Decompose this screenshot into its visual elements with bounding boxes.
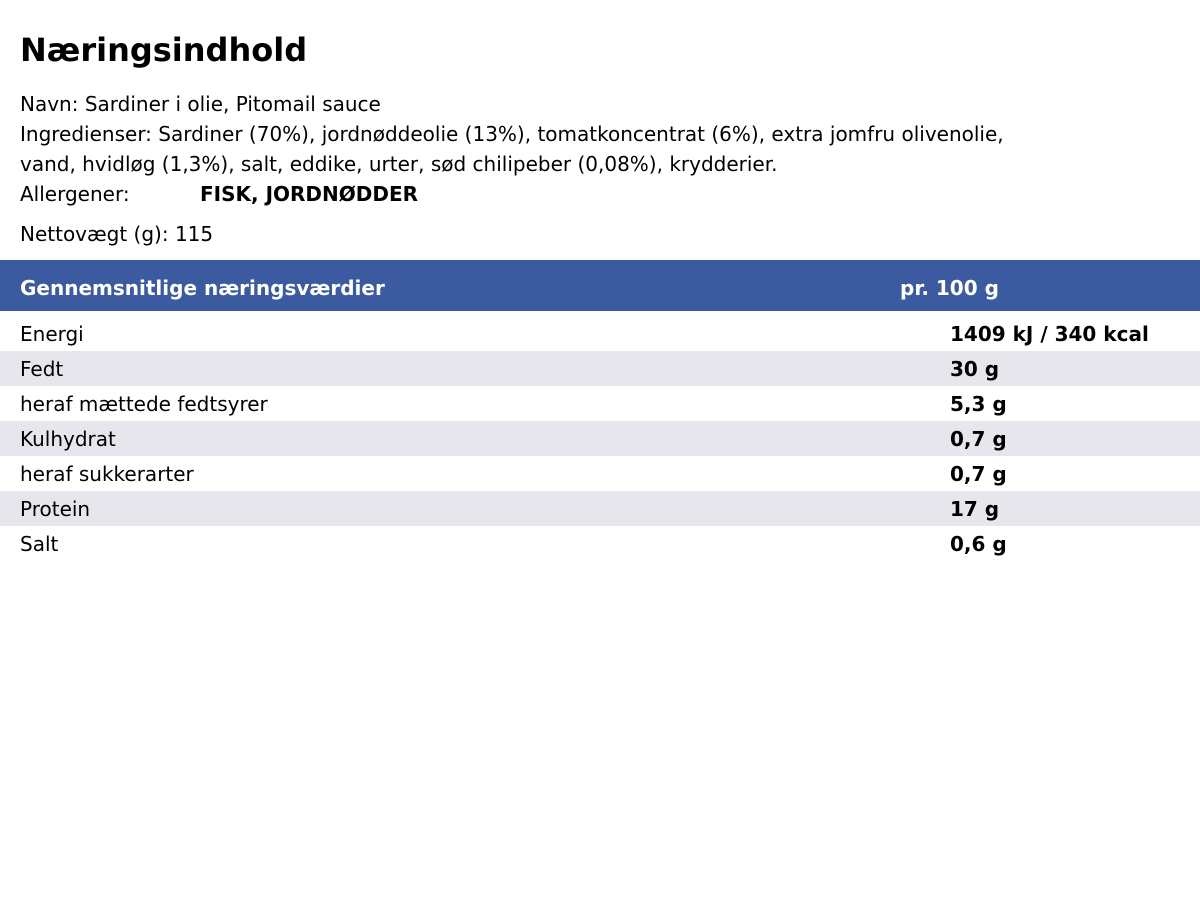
nutrient-name: Fedt (20, 357, 64, 381)
nutrient-value: 0,6 g (950, 532, 1007, 556)
allergens-row (20, 179, 1185, 209)
nutrient-name: Kulhydrat (20, 427, 116, 451)
nutrient-name: Energi (20, 322, 84, 346)
nutrient-name: heraf sukkerarter (20, 462, 194, 486)
product-info (20, 89, 1185, 209)
nutrient-name: Salt (20, 532, 59, 556)
nutrient-value: 1409 kJ / 340 kcal (950, 322, 1149, 346)
table-row-energy (0, 316, 1200, 351)
nutrient-name: Protein (20, 497, 91, 521)
ingredients-line-2: vand, hvidløg (1,3%), salt, eddike, urter, sød chilipeber (0,08%), krydderier. (20, 152, 778, 176)
ingredients-line-1: Ingredienser: Sardiner (70%), jordnøddeolie (13%), tomatkoncentrat (6%), extra jomfru olivenolie, (20, 122, 1004, 146)
product-name: Navn: Sardiner i olie, Pitomail sauce (20, 92, 381, 116)
nutrient-value: 0,7 g (950, 427, 1007, 451)
nutrient-value: 5,3 g (950, 392, 1007, 416)
allergens-label: Allergener: (20, 182, 130, 206)
nutrient-name: heraf mættede fedtsyrer (20, 392, 268, 416)
header-per-100g-label: pr. 100 g (900, 276, 999, 300)
table-row-fat (0, 351, 1200, 386)
nutrition-table-header (0, 260, 1200, 311)
net-weight: Nettovægt (g): 115 (20, 222, 214, 246)
nutrition-table-body (0, 316, 1200, 561)
table-row-carbohydrate (0, 421, 1200, 456)
nutrient-value: 30 g (950, 357, 1000, 381)
table-row-saturated-fat (0, 386, 1200, 421)
allergens-value: FISK, JORDNØDDER (200, 182, 419, 206)
table-row-sugars (0, 456, 1200, 491)
nutrient-value: 17 g (950, 497, 1000, 521)
page-title: Næringsindhold (20, 31, 308, 69)
header-nutrient-label: Gennemsnitlige næringsværdier (20, 276, 385, 300)
table-row-salt (0, 526, 1200, 561)
nutrient-value: 0,7 g (950, 462, 1007, 486)
table-row-protein (0, 491, 1200, 526)
